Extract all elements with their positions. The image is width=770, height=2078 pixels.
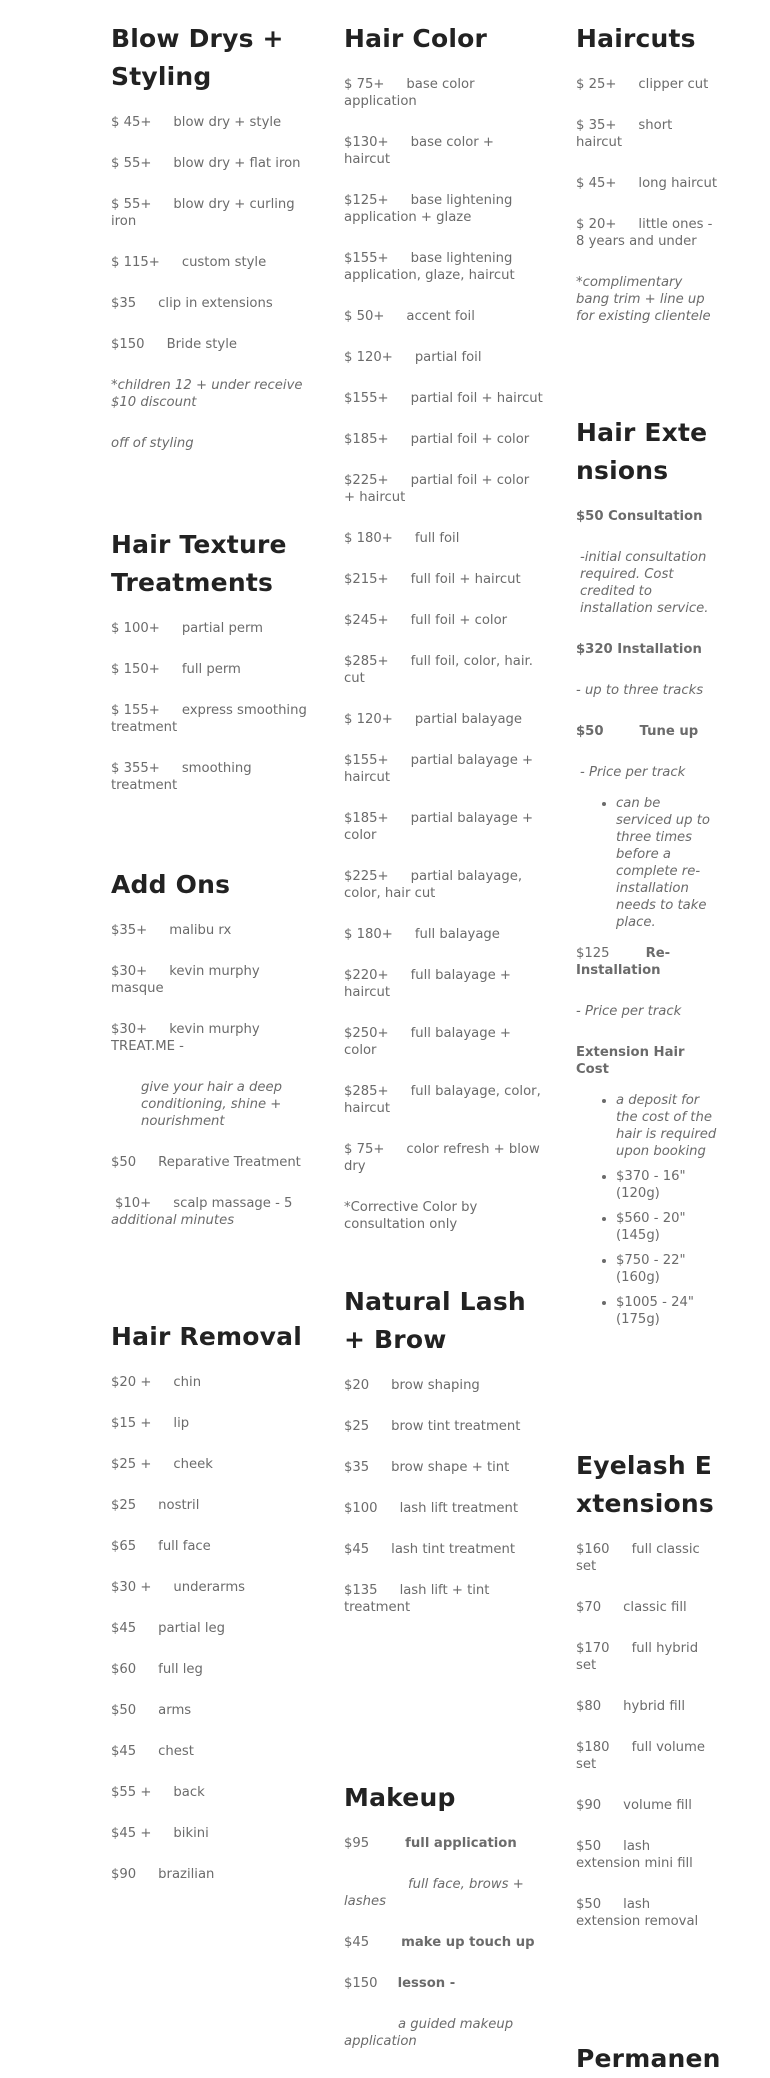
price: $215+ xyxy=(344,572,389,587)
service-item xyxy=(344,1541,544,1558)
service-item xyxy=(111,1620,307,1637)
service-item xyxy=(344,612,544,629)
price: $285+ xyxy=(344,1084,389,1099)
service-item xyxy=(344,530,544,547)
price: $ 75+ xyxy=(344,1142,385,1157)
section-hair-extensions xyxy=(576,414,718,1342)
service-item xyxy=(344,134,544,168)
service-name: malibu rx xyxy=(169,923,232,938)
service-name: smoothing treatment xyxy=(111,761,252,793)
service-item xyxy=(344,349,544,366)
service-name: full foil + color xyxy=(410,613,508,628)
service-name: full classic set xyxy=(576,1542,700,1574)
service-name: full volume set xyxy=(576,1740,705,1772)
price: $100 xyxy=(344,1501,378,1516)
price: $ 355+ xyxy=(111,761,160,776)
service-item xyxy=(344,1083,544,1117)
price: $20 xyxy=(344,1378,370,1393)
service-name: base lightening application, glaze, haircut xyxy=(344,251,515,283)
service-item xyxy=(576,1541,718,1575)
service-name: full application xyxy=(405,1836,517,1851)
service-item xyxy=(344,752,544,786)
service-name: Re-Installation xyxy=(576,946,671,978)
price: $50 xyxy=(576,724,604,739)
service-name: full balayage xyxy=(414,927,500,942)
service-item xyxy=(111,1456,307,1473)
service-item xyxy=(576,1739,718,1773)
service-name: clipper cut xyxy=(638,77,709,92)
service-item xyxy=(111,1579,307,1596)
section-title: Haircuts xyxy=(576,24,696,53)
price: $25 xyxy=(344,1419,370,1434)
service-name: partial perm xyxy=(181,621,263,636)
service-item xyxy=(111,1374,307,1391)
service-item xyxy=(344,1582,544,1616)
service-item xyxy=(111,702,307,736)
service-name: chin xyxy=(173,1375,202,1390)
section-title: Makeup xyxy=(344,1783,456,1812)
section-title: Permanen xyxy=(576,2044,721,2073)
service-item xyxy=(111,1866,307,1883)
price: $50 xyxy=(111,1155,137,1170)
note: *complimentary bang trim + line up for existing clientele xyxy=(576,275,711,324)
service-name: full leg xyxy=(158,1662,203,1677)
section-title: Hair Extensions xyxy=(576,418,708,485)
price: $30 + xyxy=(111,1580,152,1595)
service-name: lash extension mini fill xyxy=(576,1839,693,1871)
service-item xyxy=(344,810,544,844)
price: $35 xyxy=(111,296,137,311)
service-name: kevin murphy TREAT.ME - xyxy=(111,1022,260,1054)
price: $45 + xyxy=(111,1826,152,1841)
service-item xyxy=(576,117,718,151)
price: $ 120+ xyxy=(344,350,393,365)
service-item xyxy=(344,1377,544,1394)
service-name: base color + haircut xyxy=(344,135,494,167)
service-item xyxy=(111,1538,307,1555)
service-name: lash tint treatment xyxy=(391,1542,516,1557)
service-list xyxy=(111,1374,307,1883)
service-item xyxy=(576,1896,718,1930)
list-item: • $560 - 20" (145g) xyxy=(616,1210,718,1244)
price: $25 xyxy=(111,1498,137,1513)
service-name: partial balayage xyxy=(414,712,523,727)
treatment-description: give your hair a deep conditioning, shine + nourishment xyxy=(141,1080,282,1129)
service-name: partial foil + color + haircut xyxy=(344,473,530,505)
section-title: Add Ons xyxy=(111,870,231,899)
service-name: Reparative Treatment xyxy=(158,1155,301,1170)
service-name: little ones - 8 years and under xyxy=(576,217,713,249)
service-item xyxy=(111,1021,307,1055)
price: $55 + xyxy=(111,1785,152,1800)
service-name: brow shape + tint xyxy=(391,1460,510,1475)
service-item xyxy=(344,472,544,506)
service-name: arms xyxy=(158,1703,192,1718)
service-item xyxy=(111,661,307,678)
section-add-ons xyxy=(111,866,307,1253)
list-item: • a deposit for the cost of the hair is required upon booking xyxy=(616,1092,718,1160)
price: $150 xyxy=(344,1976,378,1991)
section-blow-drys xyxy=(111,20,307,476)
tune-up-details xyxy=(576,795,718,931)
service-name: full foil, color, hair. cut xyxy=(344,654,533,686)
price: $ 45+ xyxy=(111,115,152,130)
service-item xyxy=(576,1698,718,1715)
service-name: lesson - xyxy=(397,1976,456,1991)
price: $45 xyxy=(344,1542,370,1557)
service-item xyxy=(344,653,544,687)
note: *children 12 + under receive $10 discount xyxy=(111,378,303,410)
price: $10+ xyxy=(115,1196,152,1211)
price: $225+ xyxy=(344,473,389,488)
consultation-label: $50 Consultation xyxy=(576,509,703,524)
service-name: cheek xyxy=(173,1457,213,1472)
service-item xyxy=(111,1825,307,1842)
section-eyelash-extensions xyxy=(576,1447,718,1954)
service-name: lip xyxy=(173,1416,190,1431)
price: $45 xyxy=(344,1935,370,1950)
price: $70 xyxy=(576,1600,602,1615)
service-item xyxy=(576,1797,718,1814)
extension-cost-title: Extension Hair Cost xyxy=(576,1045,685,1077)
service-item xyxy=(111,114,307,131)
service-name: accent foil xyxy=(406,309,475,324)
service-item xyxy=(344,868,544,902)
price: $285+ xyxy=(344,654,389,669)
section-title: Blow Drys + Styling xyxy=(111,24,284,91)
price: $155+ xyxy=(344,391,389,406)
price: $45 xyxy=(111,1744,137,1759)
installation-description: - up to three tracks xyxy=(576,683,704,698)
service-item xyxy=(576,216,718,250)
service-list xyxy=(344,76,544,1175)
service-name: brow shaping xyxy=(391,1378,480,1393)
service-description: additional minutes xyxy=(111,1213,235,1228)
service-name: base color application xyxy=(344,77,475,109)
service-item xyxy=(344,1141,544,1175)
price: $155+ xyxy=(344,251,389,266)
service-name: scalp massage - 5 xyxy=(173,1196,293,1211)
service-list xyxy=(576,76,718,250)
service-item xyxy=(344,431,544,448)
service-list xyxy=(111,922,307,1055)
service-name: partial balayage + color xyxy=(344,811,534,843)
service-description: - Price per track xyxy=(576,1004,682,1019)
service-item xyxy=(344,1459,544,1476)
service-item xyxy=(344,1500,544,1517)
section-lash-brow xyxy=(344,1283,544,1640)
price: $245+ xyxy=(344,613,389,628)
price: $185+ xyxy=(344,432,389,447)
service-name: volume fill xyxy=(623,1798,692,1813)
section-hair-texture xyxy=(111,526,307,818)
section-hair-color xyxy=(344,20,544,1257)
list-item: • can be serviced up to three times before a complete re-installation needs to take place. xyxy=(616,795,718,931)
service-name: full balayage + haircut xyxy=(344,968,511,1000)
price: $155+ xyxy=(344,753,389,768)
service-item xyxy=(111,1743,307,1760)
service-list xyxy=(111,620,307,794)
service-description: - Price per track xyxy=(580,765,686,780)
price: $ 180+ xyxy=(344,531,393,546)
price: $95 xyxy=(344,1836,370,1851)
price: $15 + xyxy=(111,1416,152,1431)
price: $150 xyxy=(111,337,145,352)
service-name: bikini xyxy=(173,1826,209,1841)
service-item xyxy=(111,1195,307,1229)
service-name: color refresh + blow dry xyxy=(344,1142,540,1174)
service-name: Bride style xyxy=(166,337,237,352)
service-item xyxy=(576,1599,718,1616)
price: $20 + xyxy=(111,1375,152,1390)
price: $ 20+ xyxy=(576,217,617,232)
service-item xyxy=(111,254,307,271)
service-list xyxy=(111,114,307,353)
service-name: full face xyxy=(158,1539,211,1554)
service-name: partial foil xyxy=(414,350,482,365)
price: $ 120+ xyxy=(344,712,393,727)
service-item xyxy=(576,1640,718,1674)
service-item xyxy=(111,336,307,353)
service-item xyxy=(111,155,307,172)
service-name: classic fill xyxy=(623,1600,687,1615)
price: $ 75+ xyxy=(344,77,385,92)
service-name: full perm xyxy=(181,662,241,677)
service-name: blow dry + curling iron xyxy=(111,197,295,229)
service-list xyxy=(344,1377,544,1616)
price: $130+ xyxy=(344,135,389,150)
price: $250+ xyxy=(344,1026,389,1041)
service-item xyxy=(344,711,544,728)
service-description: a guided makeup application xyxy=(344,2017,514,2049)
price: $125 xyxy=(576,946,610,961)
service-name: full hybrid set xyxy=(576,1641,699,1673)
price: $220+ xyxy=(344,968,389,983)
price: $35+ xyxy=(111,923,148,938)
service-name: partial foil + haircut xyxy=(410,391,543,406)
price: $ 55+ xyxy=(111,156,152,171)
note: off of styling xyxy=(111,436,194,451)
service-item xyxy=(576,175,718,192)
note: *Corrective Color by consultation only xyxy=(344,1200,478,1232)
service-name: kevin murphy masque xyxy=(111,964,260,996)
price: $160 xyxy=(576,1542,610,1557)
service-name: blow dry + style xyxy=(173,115,282,130)
service-name: brow tint treatment xyxy=(391,1419,521,1434)
service-item xyxy=(576,1838,718,1872)
service-item xyxy=(344,1835,544,1852)
section-hair-removal xyxy=(111,1318,307,1907)
service-item xyxy=(111,295,307,312)
service-name: underarms xyxy=(173,1580,246,1595)
price: $25 + xyxy=(111,1457,152,1472)
service-name: chest xyxy=(158,1744,194,1759)
service-name: full foil + haircut xyxy=(410,572,521,587)
price: $ 35+ xyxy=(576,118,617,133)
service-item xyxy=(111,1154,307,1171)
section-title: Hair Removal xyxy=(111,1322,302,1351)
price: $125+ xyxy=(344,193,389,208)
service-name: partial foil + color xyxy=(410,432,530,447)
service-item xyxy=(111,963,307,997)
price: $30+ xyxy=(111,1022,148,1037)
price: $225+ xyxy=(344,869,389,884)
service-name: make up touch up xyxy=(401,1935,535,1950)
service-name: Tune up xyxy=(639,724,699,739)
installation-label: $320 Installation xyxy=(576,642,702,657)
price: $90 xyxy=(576,1798,602,1813)
service-name: brazilian xyxy=(158,1867,215,1882)
service-name: custom style xyxy=(181,255,267,270)
service-name: blow dry + flat iron xyxy=(173,156,301,171)
price: $ 115+ xyxy=(111,255,160,270)
service-name: partial leg xyxy=(158,1621,225,1636)
service-item xyxy=(344,76,544,110)
service-name: lash lift treatment xyxy=(399,1501,518,1516)
price: $35 xyxy=(344,1460,370,1475)
service-name: lash lift + tint treatment xyxy=(344,1583,490,1615)
service-item xyxy=(344,926,544,943)
service-name: full balayage + color xyxy=(344,1026,511,1058)
price: $ 45+ xyxy=(576,176,617,191)
service-name: full foil xyxy=(414,531,460,546)
service-item xyxy=(344,192,544,226)
service-item xyxy=(344,308,544,325)
service-item xyxy=(111,1497,307,1514)
service-description: full face, brows + lashes xyxy=(344,1877,524,1909)
price: $ 155+ xyxy=(111,703,160,718)
price: $ 25+ xyxy=(576,77,617,92)
price: $ 150+ xyxy=(111,662,160,677)
service-item xyxy=(344,1025,544,1059)
list-item: • $370 - 16" (120g) xyxy=(616,1168,718,1202)
service-item xyxy=(111,760,307,794)
service-item xyxy=(344,571,544,588)
price: $80 xyxy=(576,1699,602,1714)
list-item: • $750 - 22" (160g) xyxy=(616,1252,718,1286)
service-item xyxy=(344,1934,544,1951)
service-item xyxy=(344,1418,544,1435)
service-name: back xyxy=(173,1785,205,1800)
service-item xyxy=(111,1784,307,1801)
price: $50 xyxy=(576,1839,602,1854)
service-name: nostril xyxy=(158,1498,200,1513)
service-name: base lightening application + glaze xyxy=(344,193,513,225)
service-name: lash extension removal xyxy=(576,1897,699,1929)
service-name: short haircut xyxy=(576,118,673,150)
service-item xyxy=(344,967,544,1001)
service-name: hybrid fill xyxy=(623,1699,685,1714)
service-item xyxy=(344,390,544,407)
section-haircuts xyxy=(576,20,718,349)
price: $135 xyxy=(344,1583,378,1598)
extension-cost-list xyxy=(576,1092,718,1328)
price: $ 50+ xyxy=(344,309,385,324)
service-item xyxy=(344,1975,544,1992)
service-name: clip in extensions xyxy=(158,296,273,311)
service-item xyxy=(111,922,307,939)
price: $185+ xyxy=(344,811,389,826)
price: $90 xyxy=(111,1867,137,1882)
service-item xyxy=(576,723,718,740)
price: $ 180+ xyxy=(344,927,393,942)
price: $ 100+ xyxy=(111,621,160,636)
price: $50 xyxy=(576,1897,602,1912)
price: $180 xyxy=(576,1740,610,1755)
section-title: Eyelash Extensions xyxy=(576,1451,714,1518)
service-item xyxy=(111,1702,307,1719)
section-title: Natural Lash + Brow xyxy=(344,1287,526,1354)
price: $65 xyxy=(111,1539,137,1554)
service-name: full balayage, color, haircut xyxy=(344,1084,541,1116)
price: $45 xyxy=(111,1621,137,1636)
service-item xyxy=(344,250,544,284)
price: $50 xyxy=(111,1703,137,1718)
service-list xyxy=(576,1541,718,1930)
section-makeup xyxy=(344,1779,544,2074)
service-item xyxy=(111,1415,307,1432)
consultation-description: -initial consultation required. Cost credited to installation service. xyxy=(580,550,709,616)
service-item xyxy=(111,1661,307,1678)
service-name: partial balayage, color, hair cut xyxy=(344,869,523,901)
price: $170 xyxy=(576,1641,610,1656)
service-list xyxy=(111,1154,307,1171)
service-item xyxy=(111,196,307,230)
section-title: Hair Color xyxy=(344,24,487,53)
service-item xyxy=(576,945,718,979)
section-title: Hair Texture Treatments xyxy=(111,530,287,597)
service-name: long haircut xyxy=(638,176,718,191)
price: $30+ xyxy=(111,964,148,979)
service-name: express smoothing treatment xyxy=(111,703,307,735)
service-item xyxy=(111,620,307,637)
list-item: • $1005 - 24" (175g) xyxy=(616,1294,718,1328)
service-name: partial balayage + haircut xyxy=(344,753,534,785)
price: $ 55+ xyxy=(111,197,152,212)
service-item xyxy=(576,76,718,93)
price: $60 xyxy=(111,1662,137,1677)
section-permanent xyxy=(576,2040,721,2078)
